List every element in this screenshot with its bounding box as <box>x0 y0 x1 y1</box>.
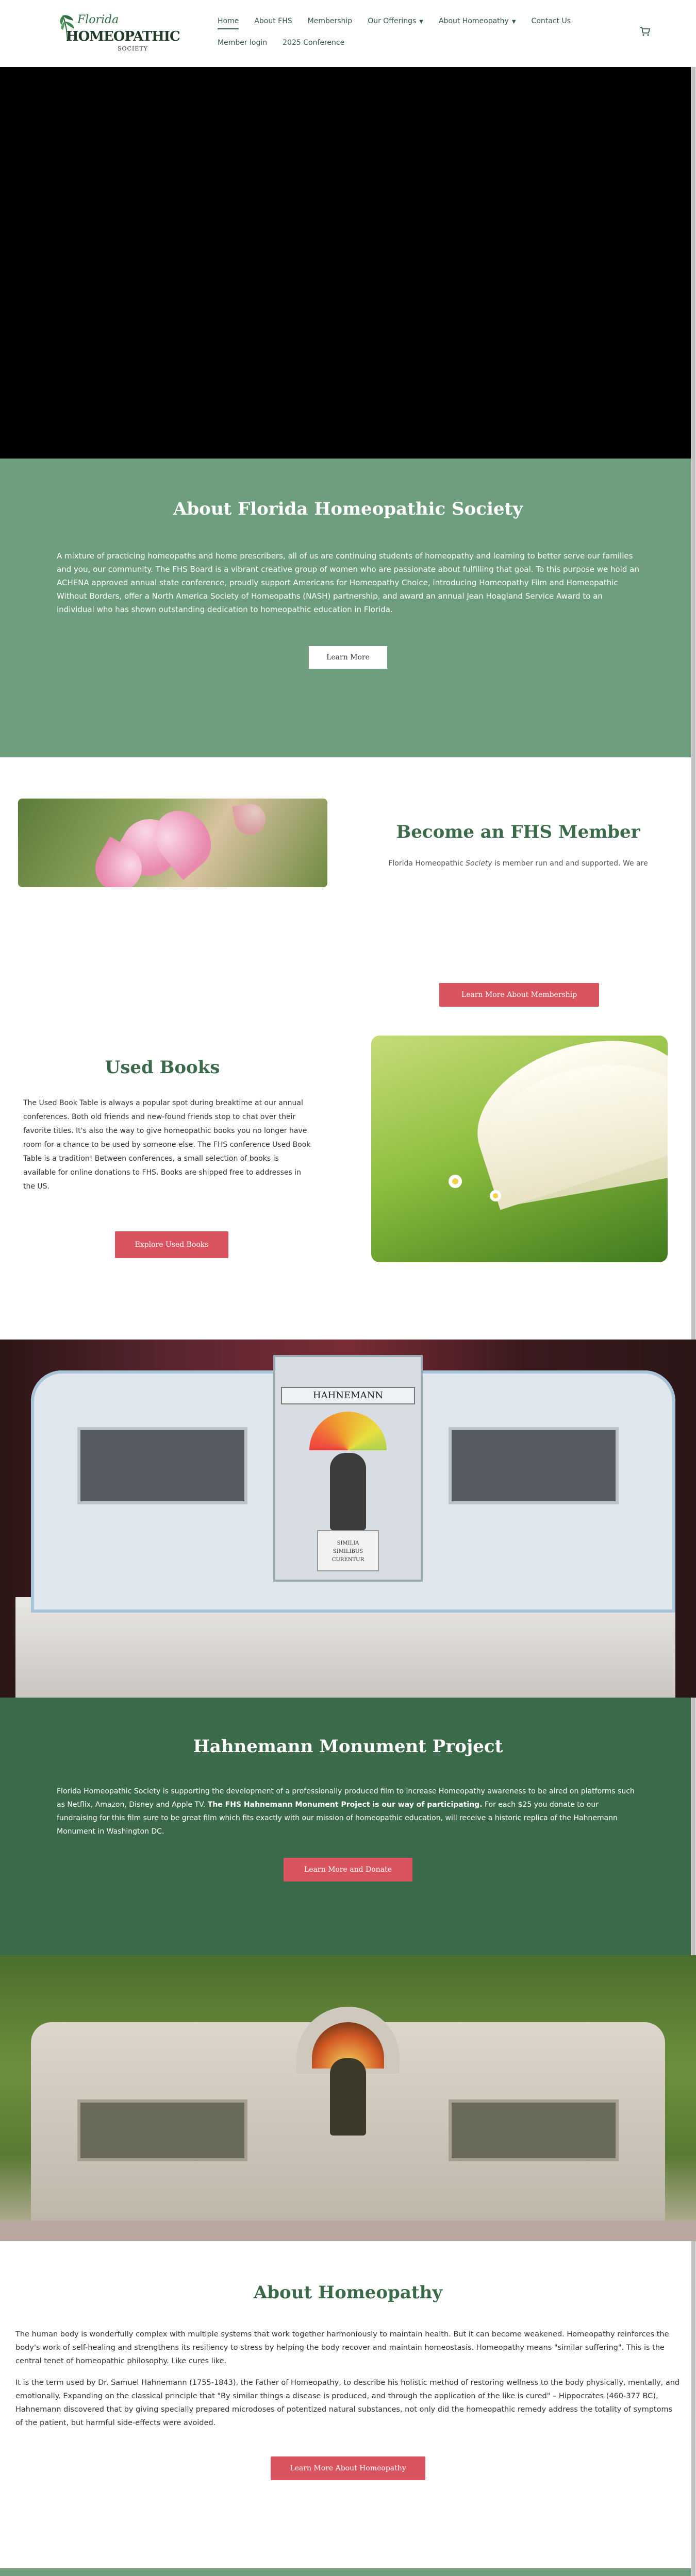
nav-item-about-fhs[interactable] <box>254 14 292 28</box>
nav-item-member-login[interactable] <box>218 36 267 50</box>
main-nav-row-1 <box>218 13 630 29</box>
about-fhs-title: About Florida Homeopathic Society <box>173 499 523 519</box>
about-fhs-learn-more-button[interactable]: Learn More <box>309 646 387 669</box>
site-header <box>0 0 696 67</box>
open-book-image <box>371 1036 668 1262</box>
member-section <box>0 757 696 1036</box>
main-nav <box>218 13 630 57</box>
about-fhs-section <box>0 459 696 757</box>
nav-item-label: Membership <box>307 17 353 25</box>
monument-project-section <box>0 1698 696 1955</box>
relief-panel-left <box>77 1427 247 1504</box>
relief-panel-right <box>449 1427 619 1504</box>
member-title: Become an FHS Member <box>396 822 640 842</box>
hahnemann-monument-photo <box>0 1955 696 2241</box>
about-homeopathy-title: About Homeopathy <box>253 2282 443 2303</box>
member-text-prefix: Florida Homeopathic <box>388 859 466 868</box>
nav-item-label: About Homeopathy <box>438 17 509 25</box>
logo-sub: SOCIETY <box>118 45 148 52</box>
learn-more-membership-button[interactable]: Learn More About Membership <box>439 983 599 1007</box>
about-homeopathy-p1: The human body is wonderfully complex with multiple systems that work together harmoniously to maintain health. But it can become weakened. Homeopathy reinforces the body's work of self-healing and strengthens its resiliency to stress by helping the body recover and maintain homeostasis. Homeopathy means "similar suffering". This is the central tenet of homeopathic philosophy. Like cures like. <box>15 2330 669 2365</box>
monument-project-title: Hahnemann Monument Project <box>193 1736 503 1757</box>
nav-item-label: About FHS <box>254 17 292 25</box>
cart-icon[interactable] <box>639 26 651 37</box>
about-fhs-body: A mixture of practicing homeopaths and home prescribers, all of us are continuing students of homeopathy and learning to better serve our families and you, our community. The FHS Board is a vibrant creative group of women who are passionate about fulfilling that goal. To this purpose we hold an ACHENA approved annual state conference, proudly support Americans for Homeopathy Choice, introducing Homeopathy Film and Homeopathic Without Borders, offer a North America Society of Homeopaths (NASH) partnership, and award an annual Jean Hoagland Service Award to an individual who has shown outstanding dedication to homeopathic education in Florida. <box>57 551 639 614</box>
stay-connected-section <box>0 2568 696 2576</box>
monument-replica-photo <box>0 1340 696 1698</box>
nav-item-label: Home <box>218 17 239 25</box>
nav-item-label: 2025 Conference <box>283 39 345 47</box>
chevron-down-icon: ▼ <box>419 19 423 25</box>
monument-ground <box>0 2221 696 2241</box>
explore-used-books-button[interactable]: Explore Used Books <box>115 1231 228 1258</box>
nav-item-our-offerings[interactable] <box>368 14 423 28</box>
learn-more-donate-button[interactable]: Learn More and Donate <box>284 1858 412 1882</box>
hero-video[interactable] <box>0 67 696 459</box>
used-books-body: The Used Book Table is always a popular spot during breaktime at our annual conferences. Both old friends and new-found friends stop to chat over their favorite titles. It's also the way to give homeopathic books you no longer have room for a chance to be used by someone else. The FHS conference Used Book Table is a tradition! Between conferences, a small selection of books is available for online donations to FHS. Books are shipped free to addresses in the US. <box>23 1099 311 1191</box>
nav-item-2025-conference[interactable] <box>283 36 344 50</box>
project-body-part-1: Florida Homeopathic Society is supporting the development of a professionally produced film to increase Homeopathy awareness to be aired on platforms such as Netflix, Amazon, Disney and Apple TV. <box>57 1787 635 1809</box>
monument-project-body <box>57 1785 639 1838</box>
member-text <box>361 859 675 868</box>
chevron-down-icon: ▼ <box>511 19 516 25</box>
logo-word: HOMEOPATHIC <box>66 29 180 44</box>
nav-item-contact-us[interactable] <box>532 14 571 28</box>
used-books-title: Used Books <box>105 1057 220 1078</box>
about-homeopathy-section <box>0 2241 696 2568</box>
logo-script: Florida <box>77 13 119 26</box>
member-text-suffix: is member run and and supported. We are <box>492 859 648 868</box>
project-body-part-2: For each $25 you donate to our fundraising for this film sure to be great film which fits exactly with our mission of homeopathic education, will receive a historic replica of the Hahnemann Monument in Washington DC. <box>57 1801 618 1836</box>
nav-item-membership[interactable] <box>308 14 353 28</box>
nav-item-about-homeopathy[interactable] <box>439 14 516 28</box>
nav-item-home[interactable] <box>218 14 239 28</box>
main-nav-row-2 <box>218 35 630 50</box>
monument-statue <box>330 1453 366 1530</box>
about-homeopathy-p2: It is the term used by Dr. Samuel Hahnemann (1755-1843), the Father of Homeopathy, to describe his holistic method of restoring wellness to the body physically, mentally, and emotionally. Expanding on the classical principle that "By similar things a disease is produced, and through the application of the like is cured" – Hippocrates (460-377 BC), Hahnemann discovered that by giving specially prepared microdoses of potentized natural substances, not only did the homeopathic remedy address the totality of symptoms of the patient, but harmful side-effects were avoided. <box>15 2379 680 2427</box>
monument-bronze-statue <box>330 2058 366 2136</box>
member-text-italic: Society <box>466 859 492 868</box>
monument-plinth: SIMILIA SIMILIBUS CURENTUR <box>317 1530 379 1571</box>
monument-relief-right <box>449 2099 619 2161</box>
used-books-section <box>0 1036 696 1340</box>
learn-more-homeopathy-button[interactable]: Learn More About Homeopathy <box>271 2456 425 2480</box>
nav-item-label: Member login <box>218 39 268 47</box>
plumeria-image <box>18 799 327 887</box>
nav-item-label: Our Offerings <box>368 17 417 25</box>
monument-relief-left <box>77 2099 247 2161</box>
project-body-bold: The FHS Hahnemann Monument Project is our way of participating. <box>207 1801 483 1809</box>
site-logo[interactable] <box>57 9 180 56</box>
nav-item-label: Contact Us <box>531 17 571 25</box>
monument-label: HAHNEMANN <box>281 1387 415 1404</box>
